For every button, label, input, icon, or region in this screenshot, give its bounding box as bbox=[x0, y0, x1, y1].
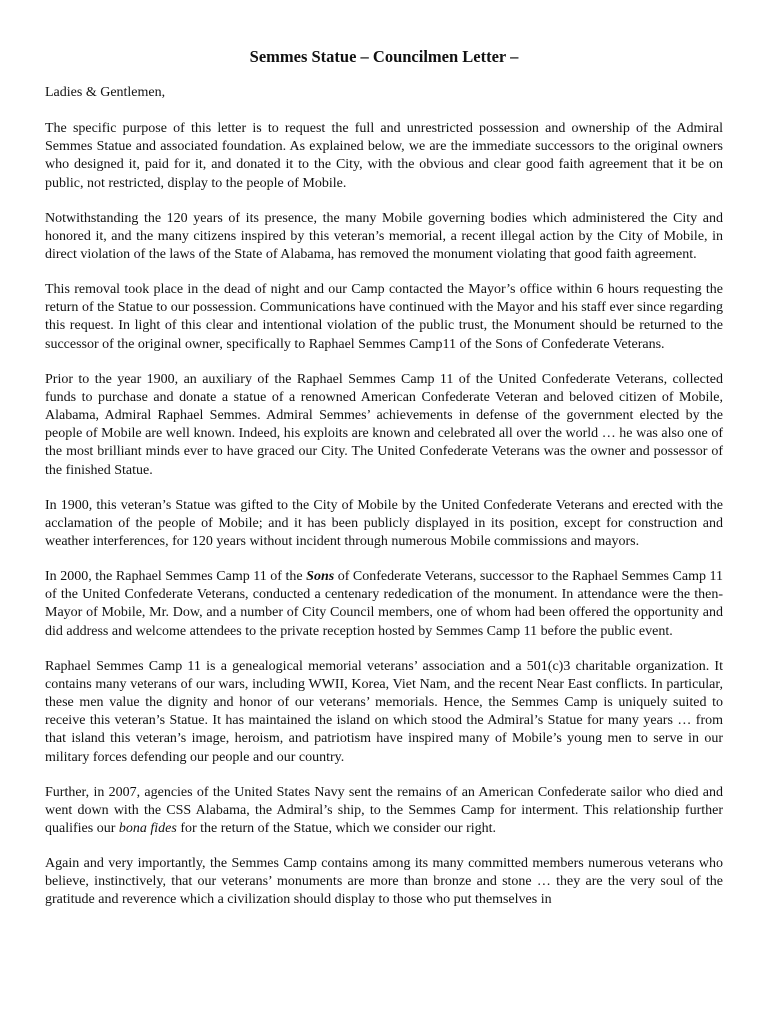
paragraph-removal-context: Notwithstanding the 120 years of its presence, the many Mobile governing bodies which administered the City and honored it, and the many citizens inspired by this veteran’s memorial, a recent illegal action by the City of Mobile, in direct violation of the laws of the State of Alabama, has removed the monument violating that good faith agreement. bbox=[45, 210, 723, 263]
emphasis-sons: Sons bbox=[306, 569, 335, 585]
paragraph-camp-description: Raphael Semmes Camp 11 is a genealogical memorial veterans’ association and a 501(c)3 charitable organization. It contains many veterans of our wars, including WWII, Korea, Viet Nam, and the recent Near East conflicts. In particular, these men value the dignity and honor of our veterans’ memorials. Hence, the Semmes Camp is uniquely suited to receive this veteran’s Statue. It has maintained the island on which stood the Admiral’s Statue for many years … from that island this veteran’s image, heroism, and patriotism have inspired many of Mobile’s young men to serve in our military forces defending our people and our country. bbox=[45, 658, 723, 765]
letter-body bbox=[45, 120, 723, 926]
paragraph-history: Prior to the year 1900, an auxiliary of the Raphael Semmes Camp 11 of the United Confederate Veterans, collected funds to purchase and donate a statue of a renowned American Confederate Veteran and beloved citizen of Mobile, Alabama, Admiral Raphael Semmes. Admiral Semmes’ achievements in defense of the government elected by the people of Mobile are well known. Indeed, his exploits are known and celebrated all over the world … he was also one of the most brilliant minds ever to have graced our City. The United Confederate Veterans was the owner and possessor of the finished Statue. bbox=[45, 371, 723, 478]
paragraph-text: for the return of the Statue, which we consider our right. bbox=[176, 821, 497, 837]
paragraph-text: of Confederate Veterans, successor to the Raphael Semmes Camp 11 of the United Confederate Veterans, conducted a centenary rededication of the monument. In attendance were the then-Mayor of Mobile, Mr. Dow, and a number of City Council members, one of whom had been offered the opportunity and did address and welcome attendees to the private reception hosted by Semmes Camp 11 before the public event. bbox=[45, 569, 724, 639]
paragraph-text: In 2000, the Raphael Semmes Camp 11 of the bbox=[45, 569, 307, 585]
paragraph-purpose: The specific purpose of this letter is to request the full and unrestricted possession and ownership of the Admiral Semmes Statue and associated foundation. As explained below, we are the immediate successors to the original owners who designed it, paid for it, and donated it to the City, with the obvious and clear good faith agreement that it be on public, not restricted, display to the people of Mobile. bbox=[45, 121, 723, 191]
emphasis-bona-fides: bona fides bbox=[118, 821, 177, 837]
paragraph-veterans-monuments: Again and very importantly, the Semmes Camp contains among its many committed members numerous veterans who believe, instinctively, that our veterans’ monuments are more than bronze and stone … they are the very soul of the gratitude and reverence which a civilization should display to those who put themselves in bbox=[45, 856, 723, 908]
salutation: Ladies & Gentlemen, bbox=[45, 85, 166, 100]
paragraph-text: Further, in 2007, agencies of the United States Navy sent the remains of an American Confederate sailor who died and went down with the CSS Alabama, the Admiral’s ship, to the Semmes Camp for interment. This relationship further qualifies our bbox=[45, 784, 723, 837]
paragraph-removal-night: This removal took place in the dead of night and our Camp contacted the Mayor’s office within 6 hours requesting the return of the Statue to our possession. Communications have continued with the Mayor and his staff ever since regarding this request. In light of this clear and intentional violation of the public trust, the Monument should be returned to the successor of the original owner, specifically to Raphael Semmes Camp11 of the Sons of Confederate Veterans. bbox=[45, 282, 723, 352]
page-title: Semmes Statue – Councilmen Letter – bbox=[249, 47, 519, 66]
paragraph-navy-2007 bbox=[45, 784, 723, 839]
paragraph-gift-1900: In 1900, this veteran’s Statue was gifted to the City of Mobile by the United Confederate Veterans and erected with the acclamation of the people of Mobile; and it has been publicly displayed in its position, except for construction and weather interferences, for 120 years without incident through numerous Mobile commissions and mayors. bbox=[45, 497, 723, 550]
paragraph-rededication-2000 bbox=[45, 568, 723, 641]
